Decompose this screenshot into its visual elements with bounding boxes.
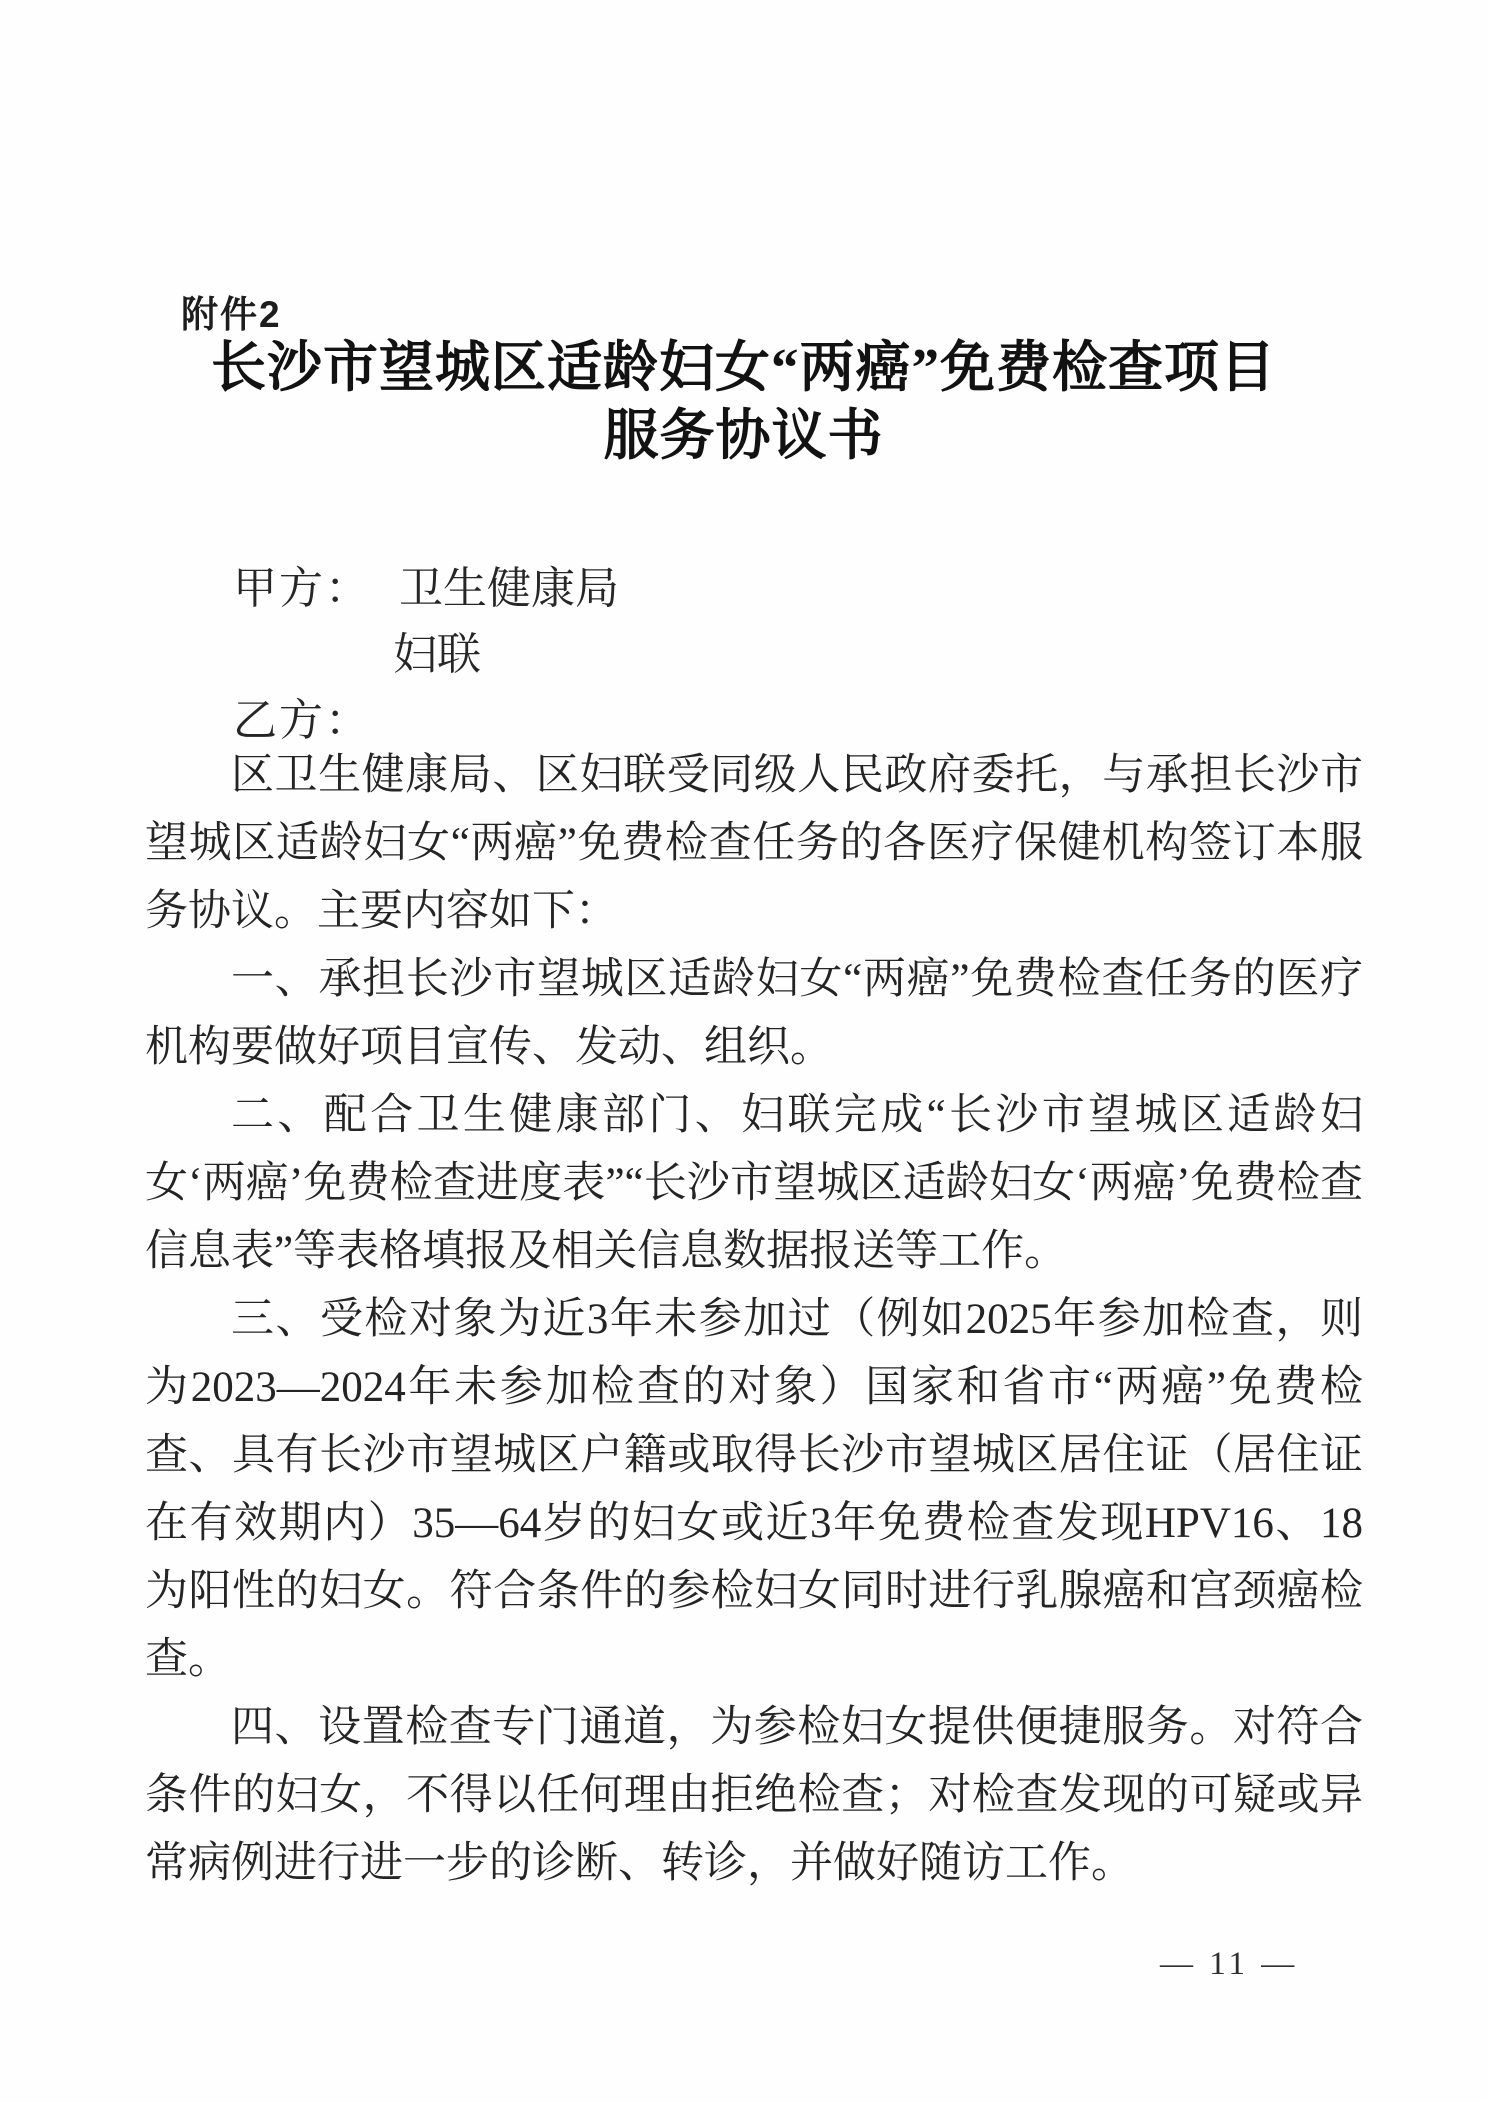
paragraph-item-3: 三、受检对象为近3年未参加过（例如2025年参加检查，则为2023—2024年未参加检查的对象）国家和省市“两癌”免费检查、具有长沙市望城区户籍或取得长沙市望城区居住证（居住证在有效期内）35—64岁的妇女或近3年免费检查发现HPV16、18为阳性的妇女。符合条件的参检妇女同时进行乳腺癌和宫颈癌检查。 — [145, 1296, 1363, 1683]
party-a-value-line2: 妇联 — [393, 630, 481, 679]
party-a-row — [233, 556, 619, 622]
party-a-label: 甲方： — [233, 564, 371, 613]
document-body — [145, 742, 1363, 1898]
attachment-label: 附件2 — [181, 294, 282, 335]
party-a-value-line1: 卫生健康局 — [399, 564, 619, 613]
parties-block — [233, 556, 619, 754]
paragraph-item-1: 一、承担长沙市望城区适龄妇女“两癌”免费检查任务的医疗机构要做好项目宣传、发动、组织。 — [145, 956, 1363, 1071]
paragraph-intro: 区卫生健康局、区妇联受同级人民政府委托，与承担长沙市望城区适龄妇女“两癌”免费检查任务的各医疗保健机构签订本服务协议。主要内容如下： — [145, 752, 1363, 935]
title-line-2: 服务协议书 — [603, 405, 884, 466]
paragraph-item-2: 二、配合卫生健康部门、妇联完成“长沙市望城区适龄妇女‘两癌’免费检查进度表”“长沙市望城区适龄妇女‘两癌’免费检查信息表”等表格填报及相关信息数据报送等工作。 — [145, 1092, 1363, 1275]
title-line-1: 长沙市望城区适龄妇女“两癌”免费检查项目 — [210, 337, 1276, 398]
page-number: — 11 — — [1160, 1946, 1299, 1982]
party-a-row-2 — [233, 622, 619, 688]
party-b-label: 乙方： — [233, 696, 371, 745]
document-title — [0, 334, 1487, 470]
paragraph-item-4: 四、设置检查专门通道，为参检妇女提供便捷服务。对符合条件的妇女，不得以任何理由拒绝检查；对检查发现的可疑或异常病例进行进一步的诊断、转诊，并做好随访工作。 — [145, 1704, 1363, 1887]
